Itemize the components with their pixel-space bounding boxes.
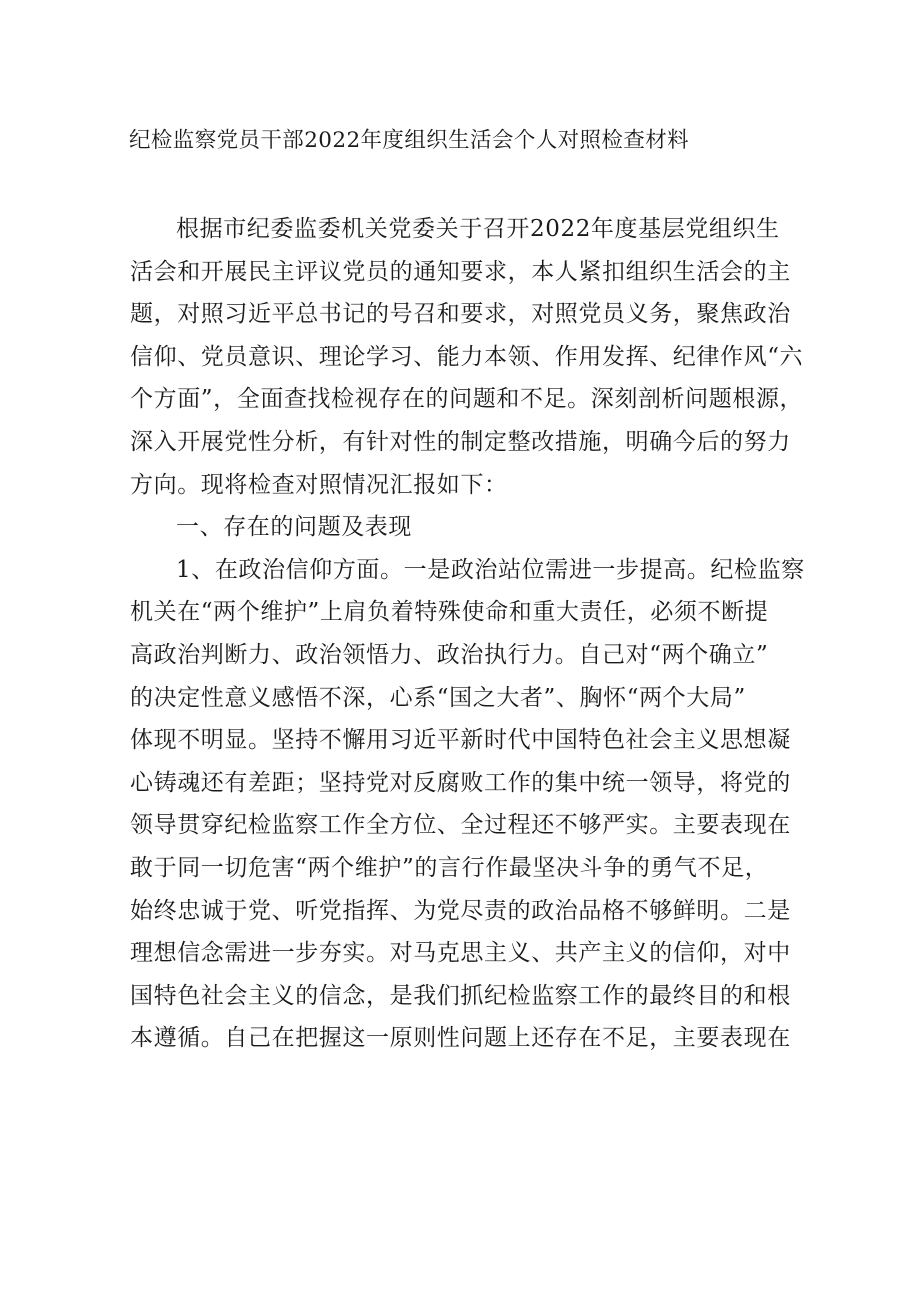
document-body bbox=[130, 208, 805, 1060]
paragraph-line: 始终忠诚于党、听党指挥、为党尽责的政治品格不够鲜明。二是 bbox=[130, 897, 791, 924]
paragraph-line: 国特色社会主义的信念，是我们抓纪检监察工作的最终目的和根 bbox=[130, 982, 791, 1009]
paragraph-line: 机关在“两个维护”上肩负着特殊使命和重大责任，必须不断提 bbox=[130, 599, 769, 626]
document-title: 纪检监察党员干部2022年度组织生活会个人对照检查材料 bbox=[129, 128, 690, 153]
section-heading: 一、存在的问题及表现 bbox=[176, 514, 412, 541]
paragraph-line: 个方面”，全面查找检视存在的问题和不足。深刻剖析问题根源， bbox=[130, 386, 804, 413]
paragraph-line: 心铸魂还有差距；坚持党对反腐败工作的集中统一领导，将党的 bbox=[130, 769, 791, 796]
paragraph-line: 活会和开展民主评议党员的通知要求，本人紧扣组织生活会的主 bbox=[130, 258, 791, 285]
paragraph-line: 本遵循。自己在把握这一原则性问题上还存在不足，主要表现在 bbox=[130, 1025, 791, 1052]
paragraph-line: 体现不明显。坚持不懈用习近平新时代中国特色社会主义思想凝 bbox=[130, 727, 791, 754]
paragraph-line: 领导贯穿纪检监察工作全方位、全过程还不够严实。主要表现在 bbox=[130, 812, 791, 839]
paragraph-line: 深入开展党性分析，有针对性的制定整改措施，明确今后的努力 bbox=[130, 428, 791, 455]
paragraph-line: 根据市纪委监委机关党委关于召开2022年度基层党组织生 bbox=[176, 216, 780, 242]
paragraph-line: 方向。现将检查对照情况汇报如下： bbox=[130, 471, 508, 498]
paragraph-line: 信仰、党员意识、理论学习、能力本领、作用发挥、纪律作风“六 bbox=[130, 343, 804, 370]
paragraph-line: 理想信念需进一步夯实。对马克思主义、共产主义的信仰，对中 bbox=[130, 940, 791, 967]
paragraph-line: 1、在政治信仰方面。一是政治站位需进一步提高。纪检监察 bbox=[176, 556, 805, 583]
paragraph-line: 的决定性意义感悟不深，心系“国之大者”、胸怀“两个大局” bbox=[130, 684, 746, 711]
paragraph-line: 敢于同一切危害“两个维护”的言行作最坚决斗争的勇气不足， bbox=[130, 854, 769, 881]
paragraph-line: 高政治判断力、政治领悟力、政治执行力。自己对“两个确立” bbox=[130, 641, 769, 668]
paragraph-line: 题，对照习近平总书记的号召和要求，对照党员义务，聚焦政治 bbox=[130, 301, 791, 328]
